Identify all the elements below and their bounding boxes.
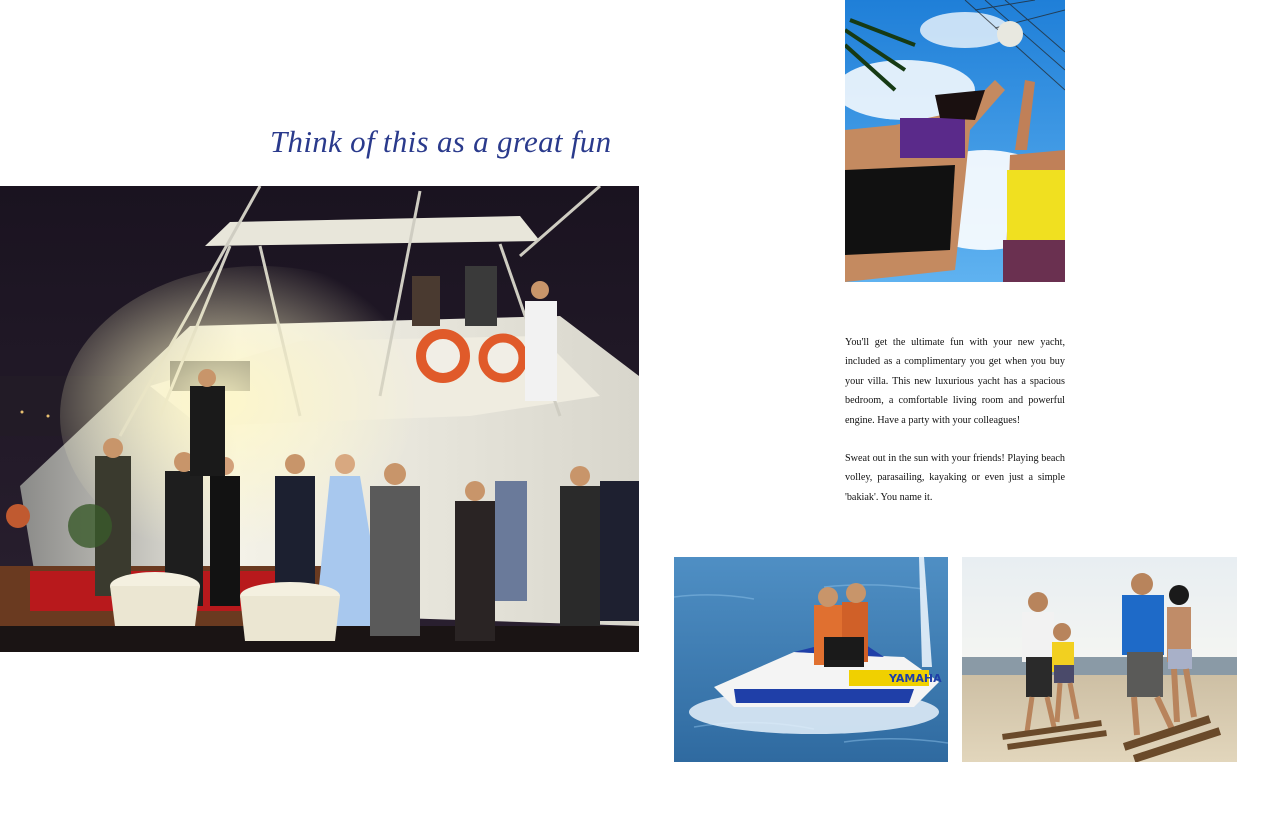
beach-bakiak-photo	[962, 557, 1237, 762]
paragraph-beach: Sweat out in the sun with your friends! Playing beach volley, parasailing, kayaking or even just a simple 'bakiak'. You name it.	[845, 453, 1065, 503]
paragraph-yacht: You'll get the ultimate fun with your new yacht, included as a complimentary you get when you buy your villa. This new luxurious yacht has a spacious bedroom, a comfortable living room and powerful engine. Have a party with your colleagues!	[845, 337, 1065, 426]
jetski-brand-label: YAMAHA	[889, 672, 942, 685]
beach-volleyball-photo	[845, 0, 1065, 282]
body-text	[845, 333, 1065, 526]
jetski-photo	[674, 557, 948, 762]
yacht-party-photo	[0, 186, 639, 652]
page-title: Think of this as a great fun	[270, 124, 612, 159]
